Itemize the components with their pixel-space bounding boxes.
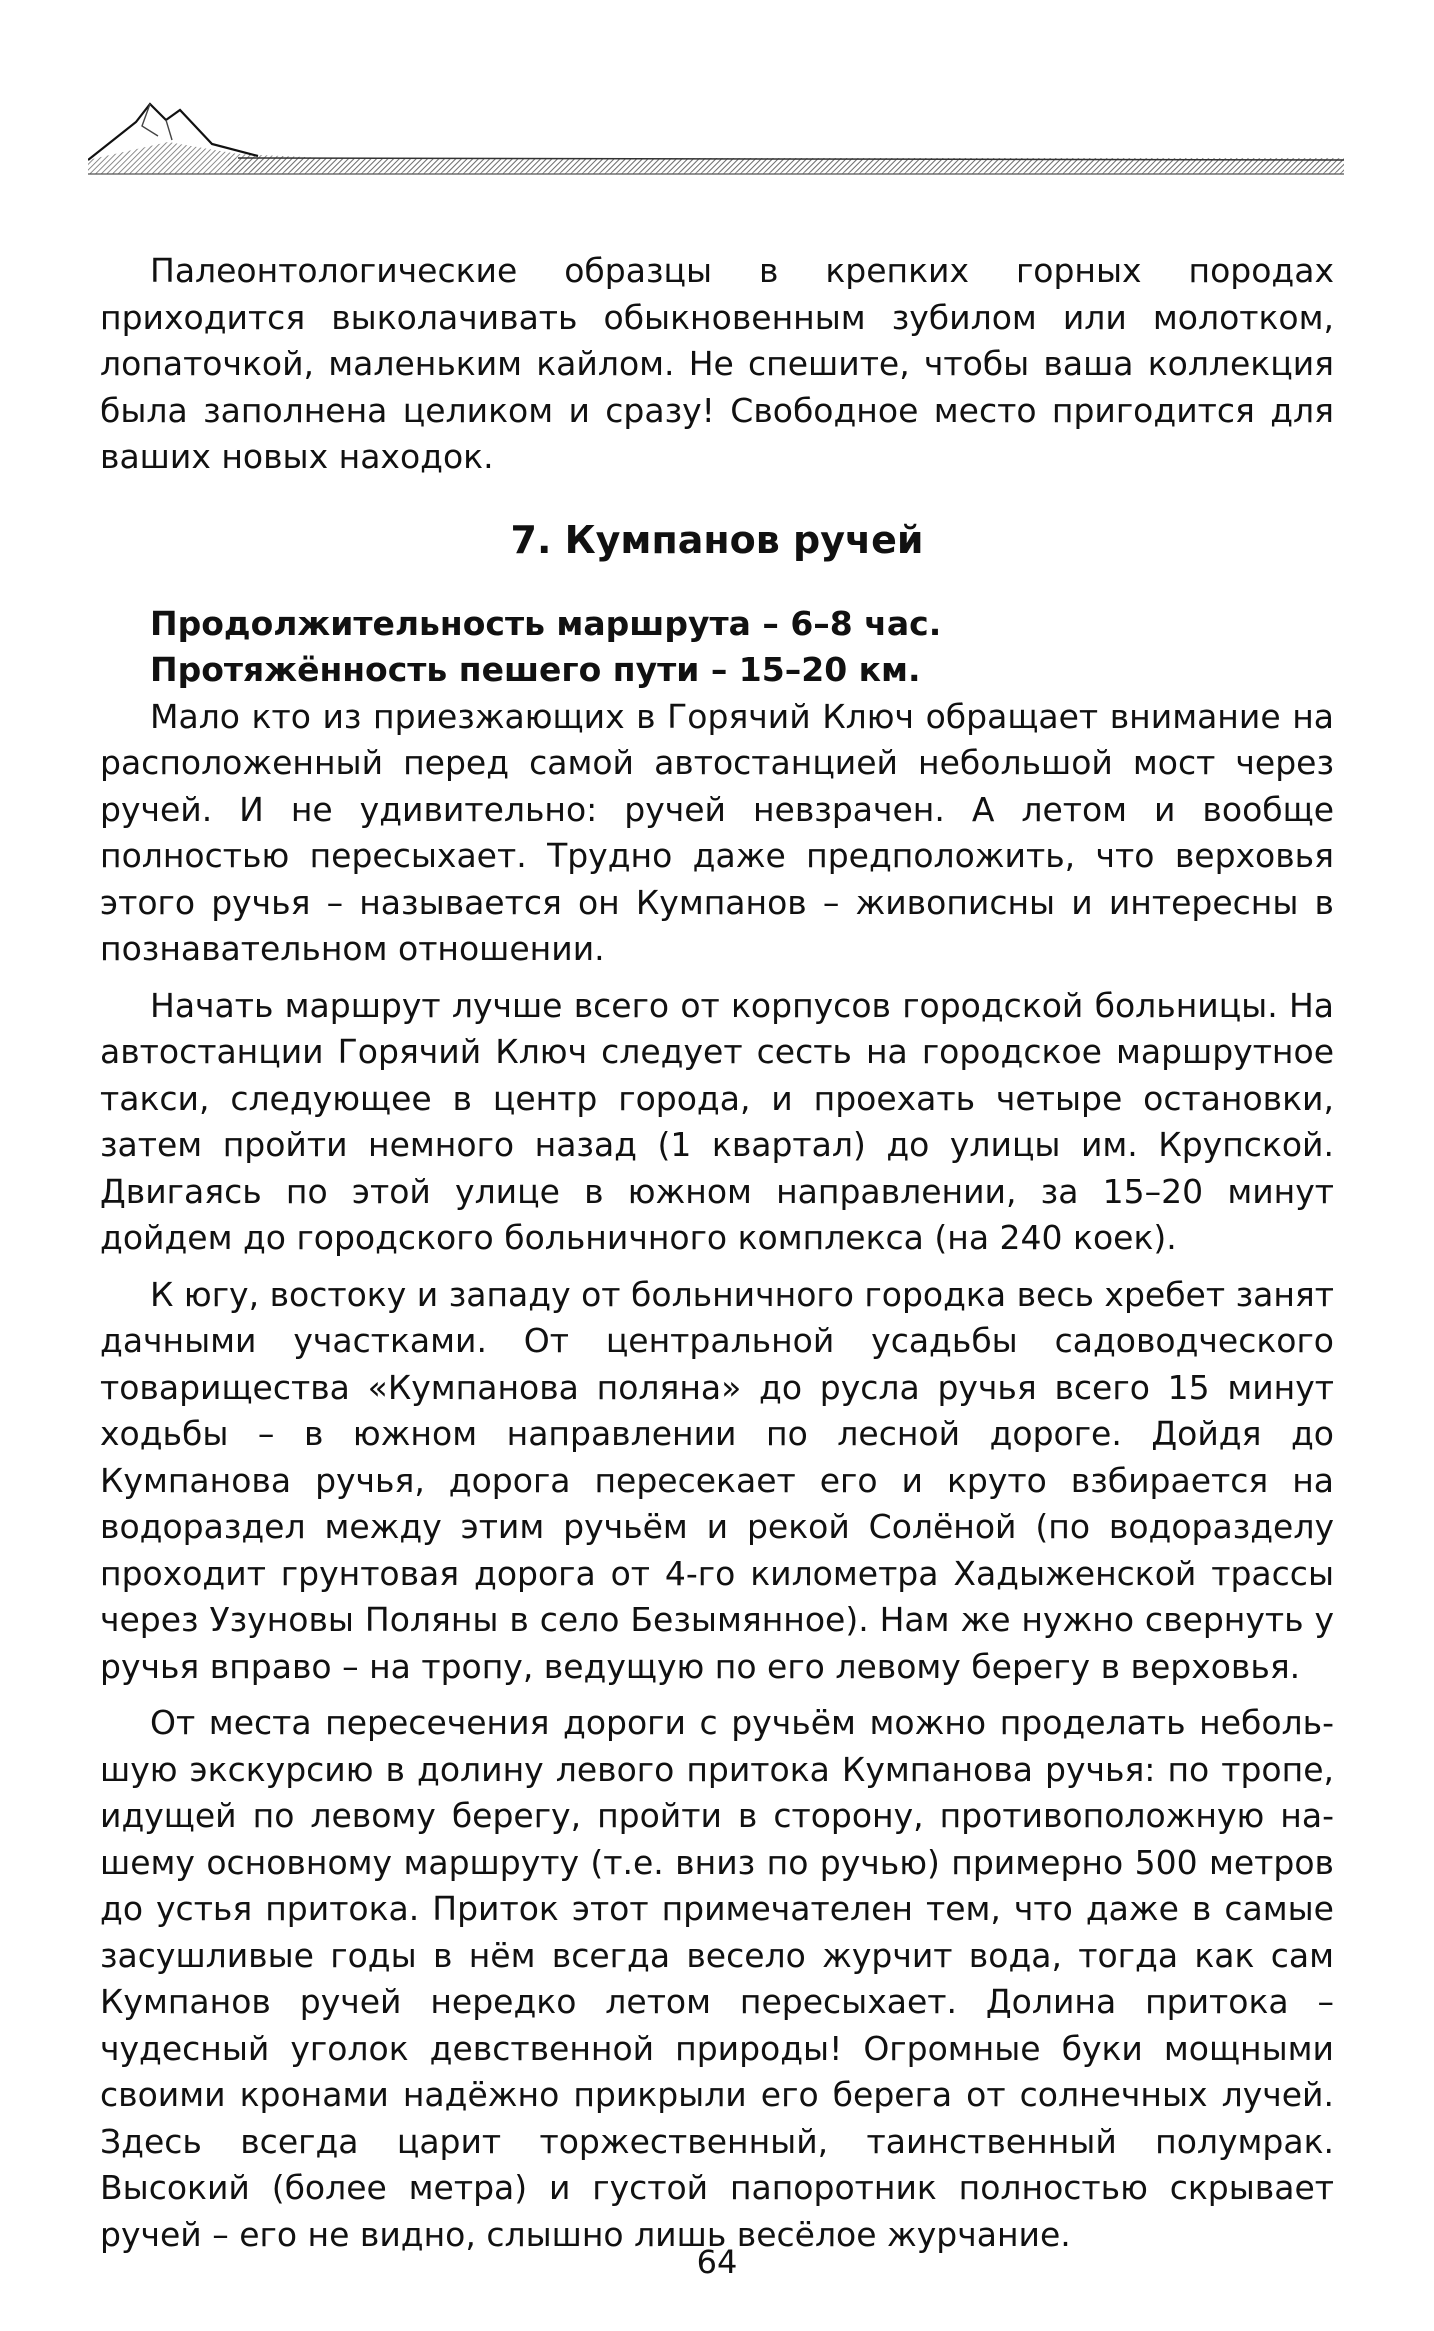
paragraph-4: От места пересечения дороги с ручьём можно проделать небольшую экскурсию в долину левого притока Кумпанова ручья: по тропе, идущей по левому берегу, пройти в сторону, противоположную нашему основному маршруту (т.е. вниз по ручью) примерно 500 метров до устья притока. Приток этот примечателен тем, что даже в самые засушливые годы в нём всегда весело журчит вода, тогда как сам Кумпанов ручей нередко летом пересыхает. Долина притока – чудесный уголок девственной природы! Огромные буки мощными своими кронами надёжно прикрыли его берега от солнечных лучей. Здесь всегда царит торжественный, таинственный полумрак. Высокий (более метра) и густой папоротник полностью скрывает ручей – его не видно, слышно лишь весёлое журчание. (100, 1703, 1334, 2254)
paragraph-3: К югу, востоку и западу от больничного городка весь хребет занят дачными участками. От центральной усадьбы садоводческого товарищества «Кумпанова поляна» до русла ручья всего 15 минут ходьбы – в южном направлении по лесной дороге. Дойдя до Кумпанова ручья, дорога пересекает его и круто взбирается на водораздел между этим ручьём и рекой Солёной (по водоразделу проходит грунтовая дорога от 4-го километра Хадыженской трассы через Узуновы Поляны в село Безымянное). Нам же нужно свернуть у ручья вправо – на тропу, ведущую по его левому берегу в верховья. (100, 1274, 1334, 1686)
paragraph-1: Мало кто из приезжающих в Горячий Ключ обращает внимание на расположенный перед самой автостанцией небольшой мост через ручей. И не удивительно: ручей невзрачен. А летом и вообще полностью пересыхает. Трудно даже предположить, что верховья этого ручья – называется он Кумпанов – живописны и интересны в познавательном отношении. (100, 696, 1334, 968)
header-mountain-ornament (88, 96, 1344, 176)
intro-paragraph: Палеонтологические образцы в крепких горных породах приходится выколачивать обыкновенным зубилом или молотком, лопаточкой, маленьким кайлом. Не спешите, чтобы ваша коллекция была заполнена целиком и сразу! Свободное место пригодится для ваших новых находок. (100, 251, 1334, 476)
page-number: 64 (696, 2243, 738, 2281)
page-content (100, 248, 1334, 2258)
route-length: Протяжённость пешего пути – 15–20 км. (150, 650, 921, 689)
route-duration: Продолжительность маршрута – 6–8 час. (150, 603, 942, 643)
paragraph-2: Начать маршрут лучше всего от корпусов городской больницы. На автостанции Горячий Ключ следует сесть на городское маршрутное такси, следующее в центр города, и проехать четыре остановки, затем пройти немного назад (1 квартал) до улицы им. Крупской. Двигаясь по этой улице в южном направлении, за 15–20 минут дойдем до городского больничного комплекса (на 240 коек). (100, 985, 1334, 1257)
section-title: 7. Кумпанов ручей (510, 517, 924, 562)
mountain-peak-icon (88, 96, 1344, 176)
